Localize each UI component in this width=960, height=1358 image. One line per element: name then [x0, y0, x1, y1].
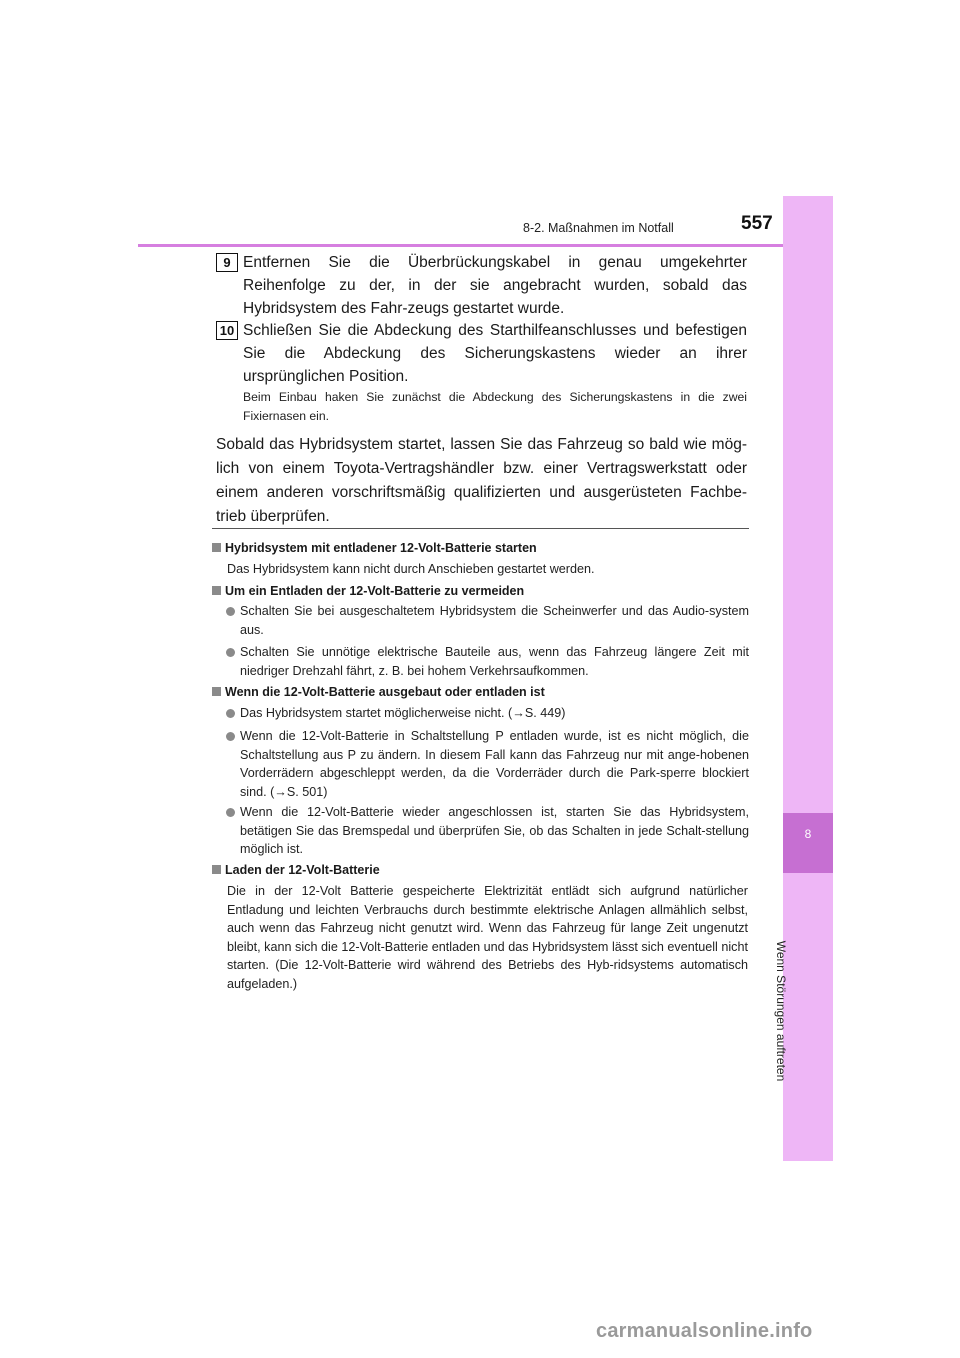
chapter-side-tab [783, 196, 833, 1161]
note-text: Das Hybridsystem kann nicht durch Anschieben gestartet werden. [227, 562, 595, 576]
note-heading [212, 863, 380, 877]
note-text: Die in der 12-Volt Batterie gespeicherte Elektrizität entlädt sich aufgrund natürlicher Entladung und leichten Verbrauchs durch bestimmte elektrische Anlagen allmählich selbst, auch wenn das Fahrzeug nicht genutzt wird. Wenn das Fahrzeug für lange Zeit ungenutzt bleibt, kann sich die 12-Volt-Batterie entladen und das Hybridsystem lässt sich eventuell nicht starten. (Die 12-Volt-Batterie wird während des Betriebs des Hyb-ridsystems automatisch aufgeladen.) [227, 884, 748, 991]
bullet-text: Schalten Sie bei ausgeschaltetem Hybridsystem die Scheinwerfer und das Audio-system aus. [240, 604, 749, 637]
bullet-text: Wenn die 12-Volt-Batterie in Schaltstellung P entladen wurde, ist es nicht möglich, die Schaltstellung aus P zu ändern. In diesem Fall kann das Fahrzeug nur mit ange-hobenen Vorderrädern abgeschleppt werden, da die Vorderräder durch die Park-sperre blockiert sind. (→S. 501) [240, 729, 749, 799]
square-bullet-icon [212, 865, 221, 874]
section-divider [212, 528, 749, 529]
chapter-number-tab [783, 813, 833, 873]
note-heading-text: Laden der 12-Volt-Batterie [225, 863, 380, 877]
page-number: 557 [741, 213, 773, 234]
round-bullet-icon [226, 607, 235, 616]
chapter-number: 8 [804, 827, 812, 841]
note-heading-text: Hybridsystem mit entladener 12-Volt-Batterie starten [225, 541, 537, 555]
square-bullet-icon [212, 543, 221, 552]
round-bullet-icon [226, 709, 235, 718]
step-badge-10: 10 [216, 321, 238, 340]
step-9-text: Entfernen Sie die Überbrückungskabel in genau umgekehrter Reihenfolge zu der, in der sie angebracht wurden, sobald das Hybridsystem des Fahr-zeugs gestartet wurde. [243, 254, 747, 317]
round-bullet-icon [226, 808, 235, 817]
bullet-text: Wenn die 12-Volt-Batterie wieder angeschlossen ist, starten Sie das Hybridsystem, betätigen Sie das Bremspedal und überprüfen Sie, ob das Schalten in jede Schalt-stellung möglich ist. [240, 805, 749, 856]
watermark: carmanualsonline.info [596, 1320, 813, 1342]
note-heading [212, 541, 537, 555]
running-header-section: 8-2. Maßnahmen im Notfall [523, 221, 674, 235]
main-paragraph: Sobald das Hybridsystem startet, lassen Sie das Fahrzeug so bald wie mög-lich von einem Toyota-Vertragshändler bzw. einer Vertragswerkstatt oder einem anderen vorschriftsmäßig qualifizierten und ausgerüsteten Fachbe-trieb überprüfen. [216, 436, 747, 525]
square-bullet-icon [212, 586, 221, 595]
step-10-text: Schließen Sie die Abdeckung des Starthilfeanschlusses und befestigen Sie die Abdeckung des Sicherungskastens wieder an ihrer ursprünglichen Position. [243, 322, 747, 385]
note-heading-text: Wenn die 12-Volt-Batterie ausgebaut oder entladen ist [225, 685, 545, 699]
round-bullet-icon [226, 732, 235, 741]
note-heading [212, 685, 545, 699]
note-heading-text: Um ein Entladen der 12-Volt-Batterie zu vermeiden [225, 584, 525, 598]
chapter-title: Wenn Störungen auftreten [774, 940, 788, 1082]
step-badge-9: 9 [216, 253, 238, 272]
bullet-text: Schalten Sie unnötige elektrische Bauteile aus, wenn das Fahrzeug längere Zeit mit niedriger Drehzahl fährt, z. B. bei hohem Verkehrsaufkommen. [240, 645, 749, 678]
header-divider [138, 244, 832, 247]
square-bullet-icon [212, 687, 221, 696]
bullet-text: Das Hybridsystem startet möglicherweise nicht. (→S. 449) [240, 706, 566, 720]
step-10-note: Beim Einbau haken Sie zunächst die Abdeckung des Sicherungskastens in die zwei Fixiernasen ein. [243, 390, 747, 423]
note-heading [212, 584, 524, 598]
round-bullet-icon [226, 648, 235, 657]
